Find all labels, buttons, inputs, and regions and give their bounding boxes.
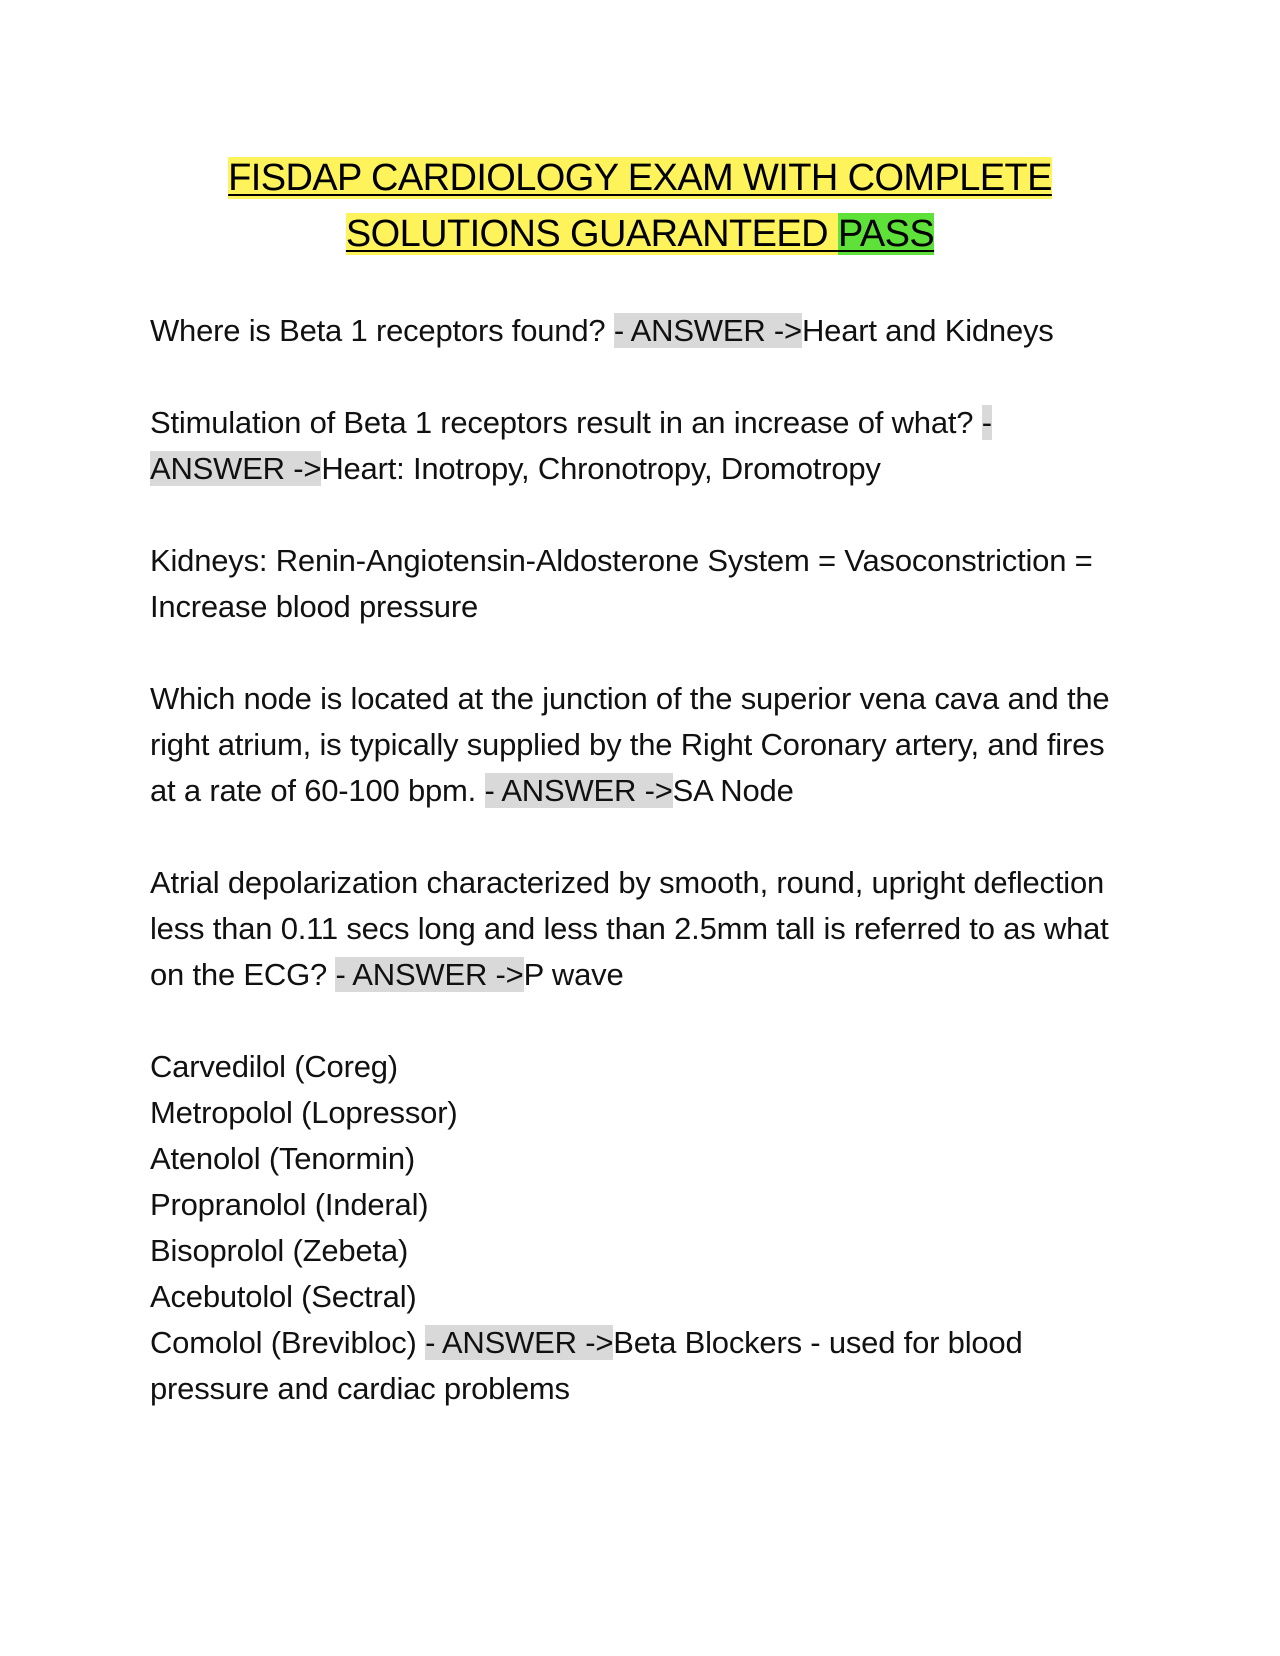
- answer-text: Heart: Inotropy, Chronotropy, Dromotropy: [321, 451, 881, 486]
- title-highlight-2a: SOLUTIONS GUARANTEED: [345, 213, 828, 255]
- qa-item-4: [150, 860, 1130, 998]
- document-body: [150, 308, 1130, 1458]
- answer-marker: - ANSWER ->: [425, 1325, 614, 1360]
- answer-marker: - ANSWER ->: [484, 773, 673, 808]
- title-highlight-1b: WITH COMPLETE: [742, 157, 1052, 199]
- drug-item: Carvedilol (Coreg): [150, 1049, 398, 1084]
- drug-item: Bisoprolol (Zebeta): [150, 1233, 409, 1268]
- drug-item: Propranolol (Inderal): [150, 1187, 429, 1222]
- title-highlight-1a: FISDAP CARDIOLOGY EXAM: [228, 157, 734, 199]
- title-space-2: [828, 213, 838, 255]
- qa-item-2: [150, 400, 1130, 492]
- answer-text: Beta Blockers - used for blood pressure and cardiac problems: [150, 1325, 1023, 1406]
- question-text: Stimulation of Beta 1 receptors result in an increase of what?: [150, 405, 974, 440]
- answer-text-continued: Kidneys: Renin-Angiotensin-Aldosterone System = Vasoconstriction = Increase blood pressure: [150, 543, 1093, 624]
- qa-item-1: [150, 308, 1130, 354]
- answer-text: P wave: [523, 957, 624, 992]
- answer-marker: - ANSWER ->: [613, 313, 802, 348]
- title-line-2: [0, 206, 1280, 262]
- drug-item-last: [150, 1325, 1023, 1406]
- drug-item: Metropolol (Lopressor): [150, 1095, 458, 1130]
- qa-item-3: [150, 676, 1130, 814]
- drug-item: Acebutolol (Sectral): [150, 1279, 417, 1314]
- question-text: Atrial depolarization characterized by smooth, round, upright deflection less than 0.11 secs long and less than 2.5mm tall is referred to as what on the ECG?: [150, 865, 1109, 992]
- drug-item: Comolol (Brevibloc): [150, 1325, 417, 1360]
- title-space-1: [733, 157, 743, 199]
- answer-marker: - ANSWER ->: [150, 405, 992, 486]
- qa-item-drugs: [150, 1044, 1130, 1412]
- answer-text: Heart and Kidneys: [801, 313, 1054, 348]
- answer-marker: - ANSWER ->: [335, 957, 524, 992]
- question-text: Where is Beta 1 receptors found?: [150, 313, 606, 348]
- title-highlight-pass: PASS: [837, 213, 935, 255]
- answer-text: SA Node: [672, 773, 794, 808]
- title-line-1: [0, 150, 1280, 206]
- question-text: Which node is located at the junction of the superior vena cava and the right atrium, is typically supplied by the Right Coronary artery, and fires at a rate of 60-100 bpm.: [150, 681, 1110, 808]
- qa-item-2-continued: [150, 538, 1130, 630]
- drug-item: Atenolol (Tenormin): [150, 1141, 415, 1176]
- page-title: [0, 150, 1280, 262]
